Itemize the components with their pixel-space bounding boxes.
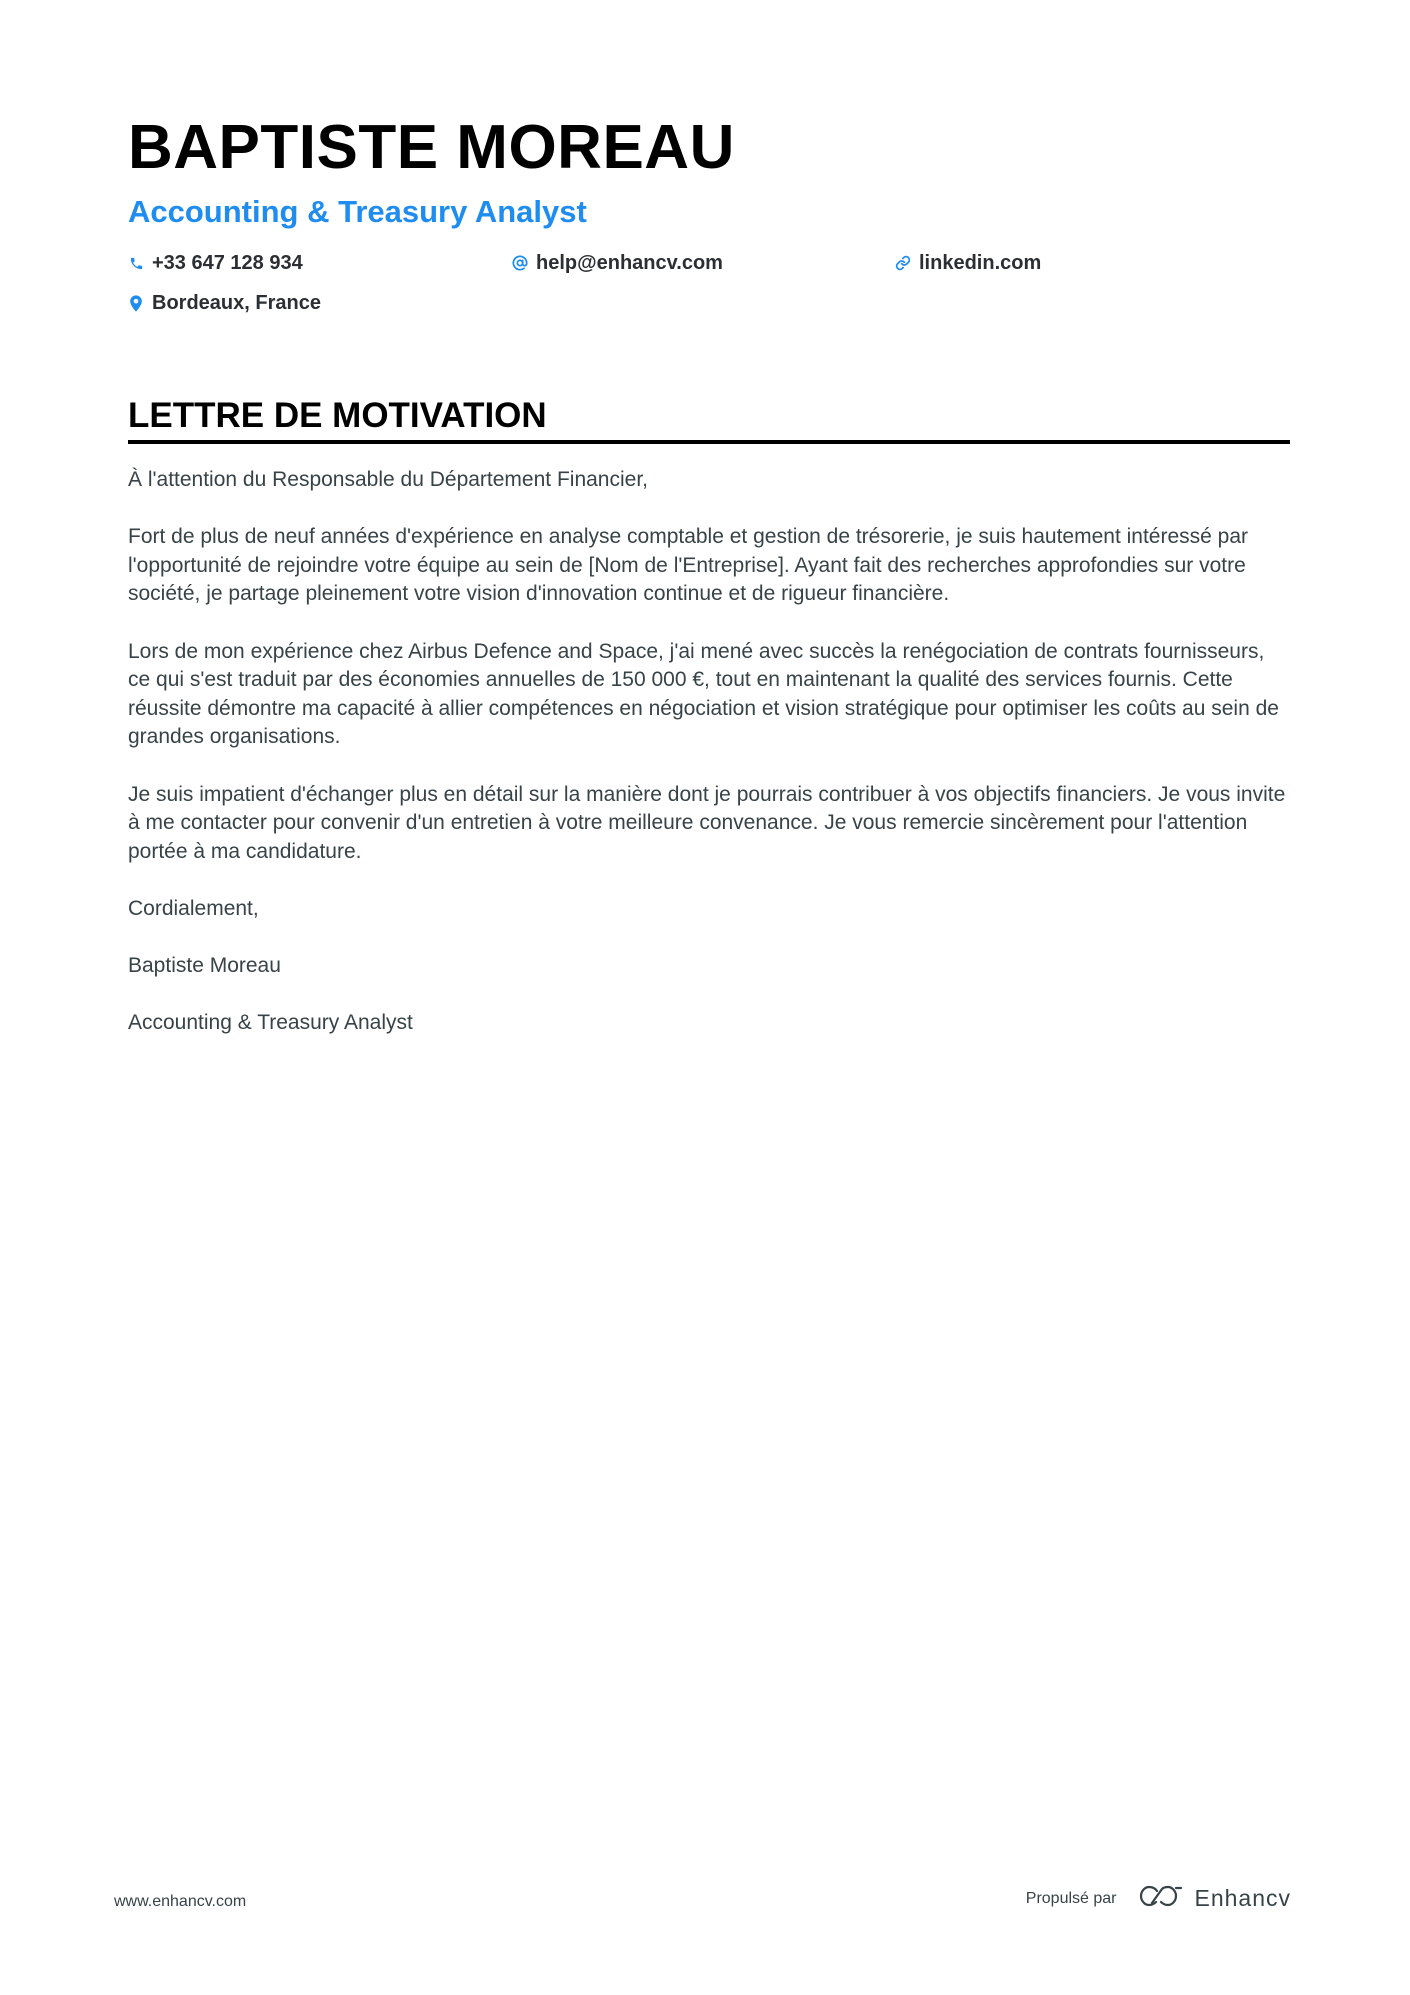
- candidate-job-title: Accounting & Treasury Analyst: [128, 194, 587, 229]
- letter-salutation: À l'attention du Responsable du Département Financier,: [128, 468, 648, 491]
- candidate-name: BAPTISTE MOREAU: [128, 113, 735, 182]
- email-text: help@enhancv.com: [536, 251, 723, 274]
- contact-list: [128, 250, 1290, 316]
- footer-branding: [1026, 1883, 1291, 1914]
- location-text: Bordeaux, France: [152, 291, 321, 314]
- brand-wordmark: Enhancv: [1194, 1885, 1291, 1911]
- letter-paragraph: Je suis impatient d'échanger plus en détail sur la manière dont je pourrais contribuer à vos objectifs financiers. Je vous invite à me contacter pour convenir d'un entretien à votre meilleure convenance. Je vous remercie sincèrement pour l'attention portée à ma candidature.: [128, 782, 1286, 863]
- contact-email: [512, 250, 895, 276]
- at-icon: [512, 254, 528, 272]
- section-divider: [128, 440, 1290, 444]
- cover-letter-section: [128, 394, 1290, 1066]
- link-text: linkedin.com: [919, 251, 1042, 274]
- contact-link: [895, 250, 1290, 276]
- letter-body: [128, 466, 1290, 1038]
- enhancv-logo-icon: [1138, 1883, 1184, 1914]
- footer-website[interactable]: www.enhancv.com: [114, 1893, 247, 1910]
- section-title: LETTRE DE MOTIVATION: [128, 396, 547, 435]
- header: [128, 108, 1290, 316]
- phone-icon: [128, 254, 144, 272]
- letter-paragraph: Lors de mon expérience chez Airbus Defence and Space, j'ai mené avec succès la renégociation de contrats fournisseurs, ce qui s'est traduit par des économies annuelles de 150 000 €, tout en maintenant la qualité des services fournis. Cette réussite démontre ma capacité à allier compétences en négociation et vision stratégique pour optimiser les coûts au sein de grandes organisations.: [128, 639, 1279, 749]
- powered-by-label: Propulsé par: [1025, 1889, 1117, 1907]
- brand-logo[interactable]: [1138, 1883, 1291, 1914]
- letter-closing: Cordialement,: [128, 896, 259, 920]
- signature-title: Accounting & Treasury Analyst: [128, 1011, 413, 1035]
- phone-text: +33 647 128 934: [152, 251, 303, 274]
- contact-phone: [128, 250, 512, 276]
- location-pin-icon: [128, 294, 144, 312]
- contact-location: [128, 290, 512, 316]
- letter-paragraph: Fort de plus de neuf années d'expérience en analyse comptable et gestion de trésorerie, je suis hautement intéressé par l'opportunité de rejoindre votre équipe au sein de [Nom de l'Entreprise]. Ayant fait des recherches approfondies sur votre société, je partage pleinement votre vision d'innovation continue et de rigueur financière.: [128, 525, 1249, 606]
- signature-name: Baptiste Moreau: [128, 954, 281, 978]
- link-icon: [895, 254, 911, 272]
